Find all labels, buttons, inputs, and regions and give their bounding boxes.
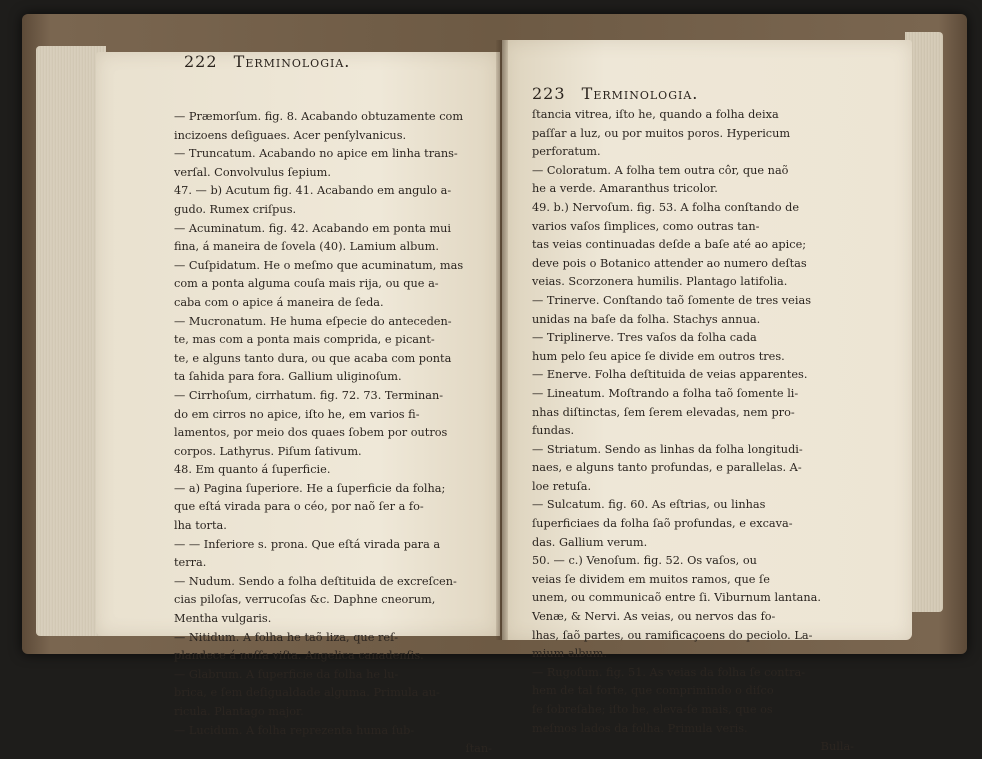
text-line: lha torta. <box>174 519 227 533</box>
running-head: Terminologia. <box>581 84 699 103</box>
text-line: paſſar a luz, ou por muitos poros. Hypericum <box>532 126 791 140</box>
text-line: meſmos lados da folha. Primula veris. <box>532 721 748 735</box>
text-line: unidas na baſe da folha. Stachys annua. <box>532 312 761 326</box>
left-page-text <box>174 108 492 759</box>
right-page <box>502 40 912 754</box>
text-line: — Coloratum. A folha tem outra côr, que naõ <box>532 163 789 177</box>
text-line: — Trinerve. Conſtando taõ ſomente de tres veias <box>532 293 811 307</box>
text-line: hem de tal forte, que comprimindo o diſco <box>532 684 774 698</box>
text-line: ta ſahida para fora. Gallium uliginoſum. <box>174 370 402 384</box>
text-line: naes, e alguns tanto profundas, e parallelas. A- <box>532 461 802 475</box>
text-line: lamentos, por meio dos quaes ſobem por outros <box>174 426 448 440</box>
text-line: mium album. <box>532 647 608 661</box>
text-line: 48. Em quanto á ſuperficie. <box>174 463 331 477</box>
text-line: te, e alguns tanto dura, ou que acaba com ponta <box>174 351 452 365</box>
text-line: — Cirrhoſum, cirrhatum. fig. 72. 73. Terminan- <box>174 388 444 402</box>
text-line: fina, á maneira de ſovela (40). Lamium album. <box>174 240 439 254</box>
text-line: 49. b.) Nervoſum. fig. 53. A folha conſtando de <box>532 200 800 214</box>
text-line: te, mas com a ponta mais comprida, e picant- <box>174 333 435 347</box>
text-line: — a) Pagina ſuperiore. He a ſuperficie da folha; <box>174 481 446 495</box>
text-line: ſtan- <box>465 742 492 756</box>
text-line: caba com o apice á maneira de ſeda. <box>174 295 384 309</box>
text-line: ricula. Plantago major. <box>174 705 304 718</box>
text-line: varios vaſos ſimplices, como outras tan- <box>532 219 760 233</box>
text-line: — Truncatum. Acabando no apice em linha trans- <box>174 147 458 161</box>
text-line: — Lineatum. Moſtrando a folha taõ ſomente li- <box>532 386 799 400</box>
left-page-header <box>184 52 484 78</box>
text-line: brica, e ſem deſigualdade alguma. Primula au- <box>174 686 440 700</box>
text-line: 47. — b) Acutum fig. 41. Acabando em angulo a- <box>174 184 452 198</box>
text-line: — — Inferiore s. prona. Que eſtá virada para a <box>174 537 441 551</box>
text-line: — Rugoſum. fig. 51. As veias da folha ſe contra- <box>532 665 806 679</box>
text-line: verſal. Convolvulus ſepium. <box>174 165 331 179</box>
running-head: Terminologia. <box>233 52 351 71</box>
text-line: ſuperficiaes da folha ſaõ profundas, e excava- <box>532 517 793 531</box>
text-line: Mentha vulgaris. <box>174 612 272 626</box>
text-line: unem, ou communicaõ entre ſi. Viburnum lantana. <box>532 591 821 605</box>
text-line: — Glabrum. A ſuperficie da folha he lu- <box>174 667 399 681</box>
text-line: fundas. <box>532 424 575 438</box>
text-line: do em cirros no apice, iſto he, em varios fi- <box>174 407 420 421</box>
text-line: deve pois o Botanico attender ao numero deſtas <box>532 256 807 270</box>
text-line: veias. Scorzonera humilis. Plantago latifolia. <box>532 275 788 289</box>
text-line: lhas, ſaõ partes, ou ramificaçoens do peciolo. La- <box>532 628 813 642</box>
text-line: loe retuſa. <box>532 479 592 493</box>
text-line: — Lucidum. A folha reprezenta huma ſub- <box>174 723 415 737</box>
text-line: Venæ, & Nervi. As veias, ou nervos das fo- <box>532 610 776 624</box>
book-gutter <box>496 40 508 640</box>
text-line: que eſtá virada para o céo, por naõ ſer a fo- <box>174 500 424 514</box>
page-number: 223 <box>532 84 566 103</box>
text-line: — Nudum. Sendo a folha deſtituida de excreſcen- <box>174 574 457 588</box>
text-line: — Striatum. Sendo as linhas da folha longitudi- <box>532 442 803 456</box>
text-line: gudo. Rumex criſpus. <box>174 202 297 216</box>
text-line: hum pelo ſeu apice ſe divide em outros tres. <box>532 349 785 363</box>
text-line: 50. — c.) Venoſum. fig. 52. Os vaſos, ou <box>532 554 757 568</box>
text-line: ſtancia vitrea, iſto he, quando a folha deixa <box>532 108 779 121</box>
text-line: incizoens deſiguaes. Acer penſylvanicus. <box>174 128 407 142</box>
text-line: — Nitidum. A folha he taõ liza, que reſ- <box>174 630 399 644</box>
page-number: 222 <box>184 52 218 71</box>
text-line: ſe ſobreſahe; iſto he, eleva-ſe mais, que os <box>532 703 773 716</box>
text-line: plandece á noſſa viſta. Angelica canadenſis. <box>174 649 424 663</box>
right-page-text <box>532 106 854 757</box>
text-line: — Mucronatum. He huma eſpecie do anteceden- <box>174 314 452 328</box>
text-line: perforatum. <box>532 145 601 159</box>
text-line: — Præmorſum. fig. 8. Acabando obtuzamente com <box>174 110 464 123</box>
text-line: — Cuſpidatum. He o meſmo que acuminatum, mas <box>174 258 464 272</box>
text-line: he a verde. Amaranthus tricolor. <box>532 182 718 196</box>
text-line: — Acuminatum. fig. 42. Acabando em ponta mui <box>174 221 452 235</box>
text-line: veias ſe dividem em muitos ramos, que ſe <box>532 572 770 586</box>
text-line: nhas diſtinctas, ſem ſerem elevadas, nem pro- <box>532 405 795 419</box>
text-line: — Sulcatum. fig. 60. As eſtrias, ou linhas <box>532 498 766 512</box>
text-line: das. Gallium verum. <box>532 535 648 549</box>
text-line: cias piloſas, verrucoſas &c. Daphne cneorum, <box>174 593 436 607</box>
text-line: tas veias continuadas deſde a baſe até ao apice; <box>532 238 807 252</box>
text-line: — Triplinerve. Tres vaſos da folha cada <box>532 331 757 345</box>
text-line: — Enerve. Folha deſtituida de veias apparentes. <box>532 368 808 382</box>
text-line: com a ponta alguma couſa mais rija, ou que a- <box>174 277 439 291</box>
text-line: corpos. Lathyrus. Piſum ſativum. <box>174 444 362 458</box>
text-line: terra. <box>174 556 207 570</box>
text-line: Bulla- <box>820 740 854 754</box>
left-page <box>96 52 500 756</box>
